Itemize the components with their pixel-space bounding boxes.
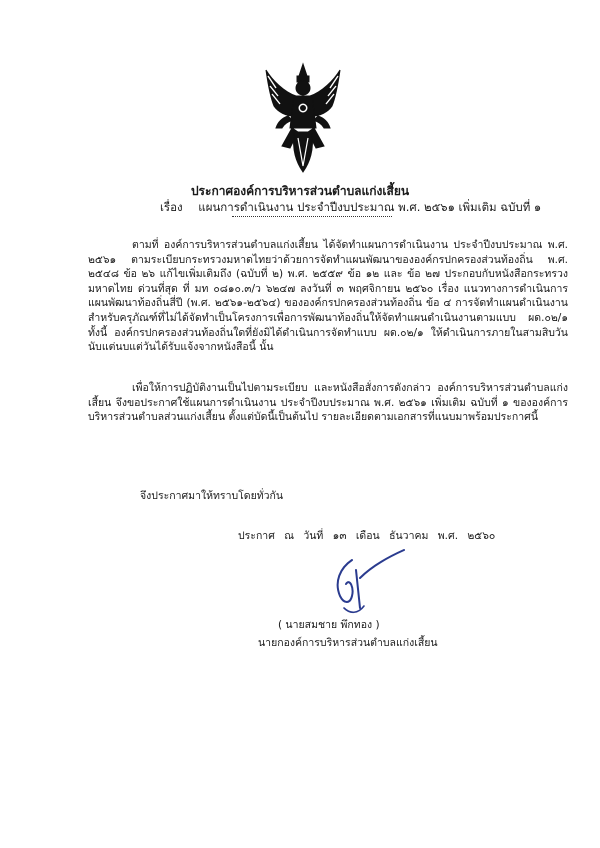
subject-label: เรื่อง <box>160 200 183 214</box>
at-label: ณ <box>284 530 294 542</box>
month-value: ธันวาคม <box>389 530 429 542</box>
signer-position: นายกองค์การบริหารส่วนตำบลแก่งเสี้ยน <box>258 637 438 649</box>
announce-label: ประกาศ <box>238 530 275 542</box>
signer-name: ( นายสมชาย พึกทอง ) <box>278 619 380 631</box>
day-label: วันที่ <box>303 530 324 542</box>
body-paragraph-2: เพื่อให้การปฏิบัติงานเป็นไปตามระเบียบ และหนังสือสั่งการดังกล่าว องค์การบริหารส่วนตำบลแก่งเสี้ยน จึงขอประกาศใช้แผนการดำเนินงาน ประจำปีงบประมาณ พ.ศ. ๒๕๖๑ เพิ่มเติม ฉบับที่ ๑ ขององค์การบริหารส่วนตำบลส่วนแก่งเสี้ยน ตั้งแต่บัดนี้เป็นต้นไป รายละเอียดตามเอกสารที่แนบมาพร้อมประกาศนี้ <box>88 382 568 424</box>
year-label: พ.ศ. <box>437 530 459 542</box>
month-label: เดือน <box>355 530 380 542</box>
dotted-divider <box>232 216 392 217</box>
body-paragraph-3: จึงประกาศมาให้ทราบโดยทั่วกัน <box>140 490 284 502</box>
announcement-title: ประกาศองค์การบริหารส่วนตำบลแก่งเสี้ยน <box>190 184 410 198</box>
subject-line <box>160 199 541 217</box>
subject-text: แผนการดำเนินงาน ประจำปีงบประมาณ พ.ศ. ๒๕๖๑ เพิ่มเติม ฉบับที่ ๑ <box>198 200 542 214</box>
day-value: ๑๓ <box>332 530 347 542</box>
garuda-emblem-icon <box>262 62 344 174</box>
date-line <box>238 527 501 544</box>
year-value: ๒๕๖๐ <box>467 530 496 542</box>
body-paragraph-1: ตามที่ องค์การบริหารส่วนตำบลแก่งเสี้ยน ได้จัดทำแผนการดำเนินงาน ประจำปีงบประมาณ พ.ศ. ๒๕๖๑ ตามระเบียบกระทรวงมหาดไทยว่าด้วยการจัดทำแผนพัฒนาขององค์กรปกครองส่วนท้องถิ่น พ.ศ. ๒๕๔๘ ข้อ ๒๖ แก้ไขเพิ่มเติมถึง (ฉบับที่ ๒) พ.ศ. ๒๕๕๙ ข้อ ๑๒ และ ข้อ ๒๗ ประกอบกับหนังสือกระทรวงมหาดไทย ด่วนที่สุด ที่ มท ๐๘๑๐.๓/ว ๖๒๔๗ ลงวันที่ ๓ พฤศจิกายน ๒๕๖๐ เรื่อง แนวทางการดำเนินการแผนพัฒนาท้องถิ่นสี่ปี (พ.ศ. ๒๕๖๑-๒๕๖๔) ขององค์กรปกครองส่วนท้องถิ่น ข้อ ๔ การจัดทำแผนดำเนินงานสำหรับครุภัณฑ์ที่ไม่ได้จัดทำเป็นโครงการเพื่อการพัฒนาท้องถิ่นให้จัดทำแผนดำเนินงานตามแบบ ผด.๐๒/๑ ทั้งนี้ องค์กรปกครองส่วนท้องถิ่นใดที่ยังมิได้ดำเนินการจัดทำแบบ ผด.๐๒/๑ ให้ดำเนินการภายในสามสิบวันนับแต่นบแต่วันได้รับแจ้งจากหนังสือนี้ นั้น <box>88 239 568 354</box>
